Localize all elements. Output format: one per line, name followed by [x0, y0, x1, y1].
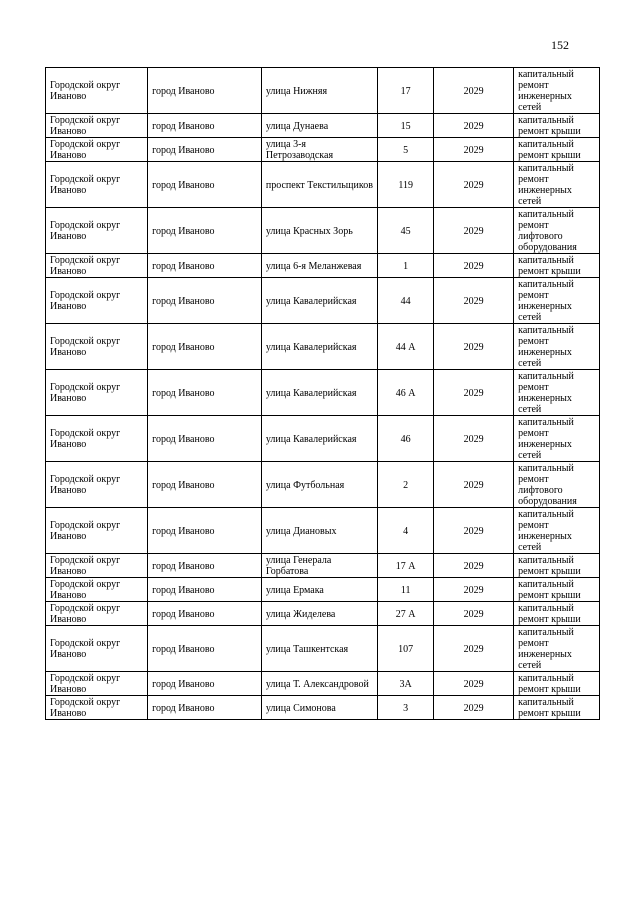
- work-type-cell: капитальный ремонт крыши: [514, 554, 600, 578]
- work-type-cell: капитальный ремонт крыши: [514, 672, 600, 696]
- year-cell: 2029: [434, 578, 514, 602]
- work-type-cell: капитальный ремонт лифтового оборудования: [514, 208, 600, 254]
- district-cell: Городской округ Иваново: [46, 254, 148, 278]
- city-cell: город Иваново: [148, 254, 262, 278]
- work-type-cell: капитальный ремонт инженерных сетей: [514, 416, 600, 462]
- house-number-cell: 119: [378, 162, 434, 208]
- district-cell: Городской округ Иваново: [46, 554, 148, 578]
- year-cell: 2029: [434, 208, 514, 254]
- district-cell: Городской округ Иваново: [46, 416, 148, 462]
- year-cell: 2029: [434, 626, 514, 672]
- street-cell: улица Генерала Горбатова: [261, 554, 377, 578]
- house-number-cell: 15: [378, 114, 434, 138]
- district-cell: Городской округ Иваново: [46, 626, 148, 672]
- street-cell: улица Ермака: [261, 578, 377, 602]
- city-cell: город Иваново: [148, 602, 262, 626]
- work-type-cell: капитальный ремонт инженерных сетей: [514, 370, 600, 416]
- district-cell: Городской округ Иваново: [46, 68, 148, 114]
- house-number-cell: 46: [378, 416, 434, 462]
- street-cell: улица Кавалерийская: [261, 324, 377, 370]
- street-cell: улица Диановых: [261, 508, 377, 554]
- work-type-cell: капитальный ремонт крыши: [514, 578, 600, 602]
- city-cell: город Иваново: [148, 672, 262, 696]
- house-number-cell: 46 А: [378, 370, 434, 416]
- district-cell: Городской округ Иваново: [46, 370, 148, 416]
- district-cell: Городской округ Иваново: [46, 278, 148, 324]
- street-cell: улица 6-я Меланжевая: [261, 254, 377, 278]
- year-cell: 2029: [434, 114, 514, 138]
- page-number: 152: [551, 38, 569, 52]
- house-number-cell: 107: [378, 626, 434, 672]
- city-cell: город Иваново: [148, 508, 262, 554]
- street-cell: улица Нижняя: [261, 68, 377, 114]
- house-number-cell: 17: [378, 68, 434, 114]
- district-cell: Городской округ Иваново: [46, 138, 148, 162]
- city-cell: город Иваново: [148, 208, 262, 254]
- city-cell: город Иваново: [148, 554, 262, 578]
- street-cell: проспект Текстильщиков: [261, 162, 377, 208]
- work-type-cell: капитальный ремонт крыши: [514, 602, 600, 626]
- city-cell: город Иваново: [148, 324, 262, 370]
- street-cell: улица Красных Зорь: [261, 208, 377, 254]
- city-cell: город Иваново: [148, 278, 262, 324]
- street-cell: улица Т. Александровой: [261, 672, 377, 696]
- street-cell: улица 3-я Петрозаводская: [261, 138, 377, 162]
- year-cell: 2029: [434, 602, 514, 626]
- year-cell: 2029: [434, 370, 514, 416]
- street-cell: улица Дунаева: [261, 114, 377, 138]
- work-type-cell: капитальный ремонт крыши: [514, 114, 600, 138]
- work-type-cell: капитальный ремонт лифтового оборудования: [514, 462, 600, 508]
- city-cell: город Иваново: [148, 696, 262, 720]
- city-cell: город Иваново: [148, 138, 262, 162]
- street-cell: улица Кавалерийская: [261, 370, 377, 416]
- table-row: [46, 602, 600, 626]
- year-cell: 2029: [434, 416, 514, 462]
- house-number-cell: 44: [378, 278, 434, 324]
- city-cell: город Иваново: [148, 114, 262, 138]
- year-cell: 2029: [434, 68, 514, 114]
- table-row: [46, 138, 600, 162]
- table-row: [46, 672, 600, 696]
- table-row: [46, 324, 600, 370]
- work-type-cell: капитальный ремонт инженерных сетей: [514, 162, 600, 208]
- year-cell: 2029: [434, 672, 514, 696]
- repair-schedule-table: [45, 67, 600, 720]
- work-type-cell: капитальный ремонт инженерных сетей: [514, 508, 600, 554]
- work-type-cell: капитальный ремонт инженерных сетей: [514, 626, 600, 672]
- district-cell: Городской округ Иваново: [46, 162, 148, 208]
- city-cell: город Иваново: [148, 626, 262, 672]
- year-cell: 2029: [434, 278, 514, 324]
- house-number-cell: 4: [378, 508, 434, 554]
- house-number-cell: 11: [378, 578, 434, 602]
- house-number-cell: 27 А: [378, 602, 434, 626]
- table-row: [46, 462, 600, 508]
- district-cell: Городской округ Иваново: [46, 578, 148, 602]
- year-cell: 2029: [434, 138, 514, 162]
- year-cell: 2029: [434, 462, 514, 508]
- work-type-cell: капитальный ремонт крыши: [514, 696, 600, 720]
- district-cell: Городской округ Иваново: [46, 508, 148, 554]
- table-row: [46, 554, 600, 578]
- house-number-cell: 17 А: [378, 554, 434, 578]
- city-cell: город Иваново: [148, 68, 262, 114]
- year-cell: 2029: [434, 696, 514, 720]
- district-cell: Городской округ Иваново: [46, 462, 148, 508]
- house-number-cell: 3А: [378, 672, 434, 696]
- street-cell: улица Симонова: [261, 696, 377, 720]
- district-cell: Городской округ Иваново: [46, 324, 148, 370]
- table-row: [46, 114, 600, 138]
- house-number-cell: 1: [378, 254, 434, 278]
- city-cell: город Иваново: [148, 462, 262, 508]
- district-cell: Городской округ Иваново: [46, 602, 148, 626]
- table-row: [46, 416, 600, 462]
- table-row: [46, 696, 600, 720]
- table-row: [46, 254, 600, 278]
- work-type-cell: капитальный ремонт крыши: [514, 138, 600, 162]
- table-row: [46, 278, 600, 324]
- district-cell: Городской округ Иваново: [46, 696, 148, 720]
- table-row: [46, 370, 600, 416]
- work-type-cell: капитальный ремонт крыши: [514, 254, 600, 278]
- street-cell: улица Жиделева: [261, 602, 377, 626]
- year-cell: 2029: [434, 162, 514, 208]
- year-cell: 2029: [434, 508, 514, 554]
- work-type-cell: капитальный ремонт инженерных сетей: [514, 68, 600, 114]
- table-row: [46, 68, 600, 114]
- year-cell: 2029: [434, 324, 514, 370]
- street-cell: улица Ташкентская: [261, 626, 377, 672]
- house-number-cell: 5: [378, 138, 434, 162]
- district-cell: Городской округ Иваново: [46, 208, 148, 254]
- street-cell: улица Кавалерийская: [261, 416, 377, 462]
- table-body: [46, 68, 600, 720]
- house-number-cell: 44 А: [378, 324, 434, 370]
- house-number-cell: 45: [378, 208, 434, 254]
- street-cell: улица Футбольная: [261, 462, 377, 508]
- street-cell: улица Кавалерийская: [261, 278, 377, 324]
- table-row: [46, 208, 600, 254]
- year-cell: 2029: [434, 554, 514, 578]
- city-cell: город Иваново: [148, 578, 262, 602]
- city-cell: город Иваново: [148, 370, 262, 416]
- district-cell: Городской округ Иваново: [46, 114, 148, 138]
- table-row: [46, 626, 600, 672]
- house-number-cell: 3: [378, 696, 434, 720]
- table-row: [46, 578, 600, 602]
- city-cell: город Иваново: [148, 162, 262, 208]
- house-number-cell: 2: [378, 462, 434, 508]
- work-type-cell: капитальный ремонт инженерных сетей: [514, 278, 600, 324]
- year-cell: 2029: [434, 254, 514, 278]
- district-cell: Городской округ Иваново: [46, 672, 148, 696]
- table-row: [46, 508, 600, 554]
- table-row: [46, 162, 600, 208]
- work-type-cell: капитальный ремонт инженерных сетей: [514, 324, 600, 370]
- city-cell: город Иваново: [148, 416, 262, 462]
